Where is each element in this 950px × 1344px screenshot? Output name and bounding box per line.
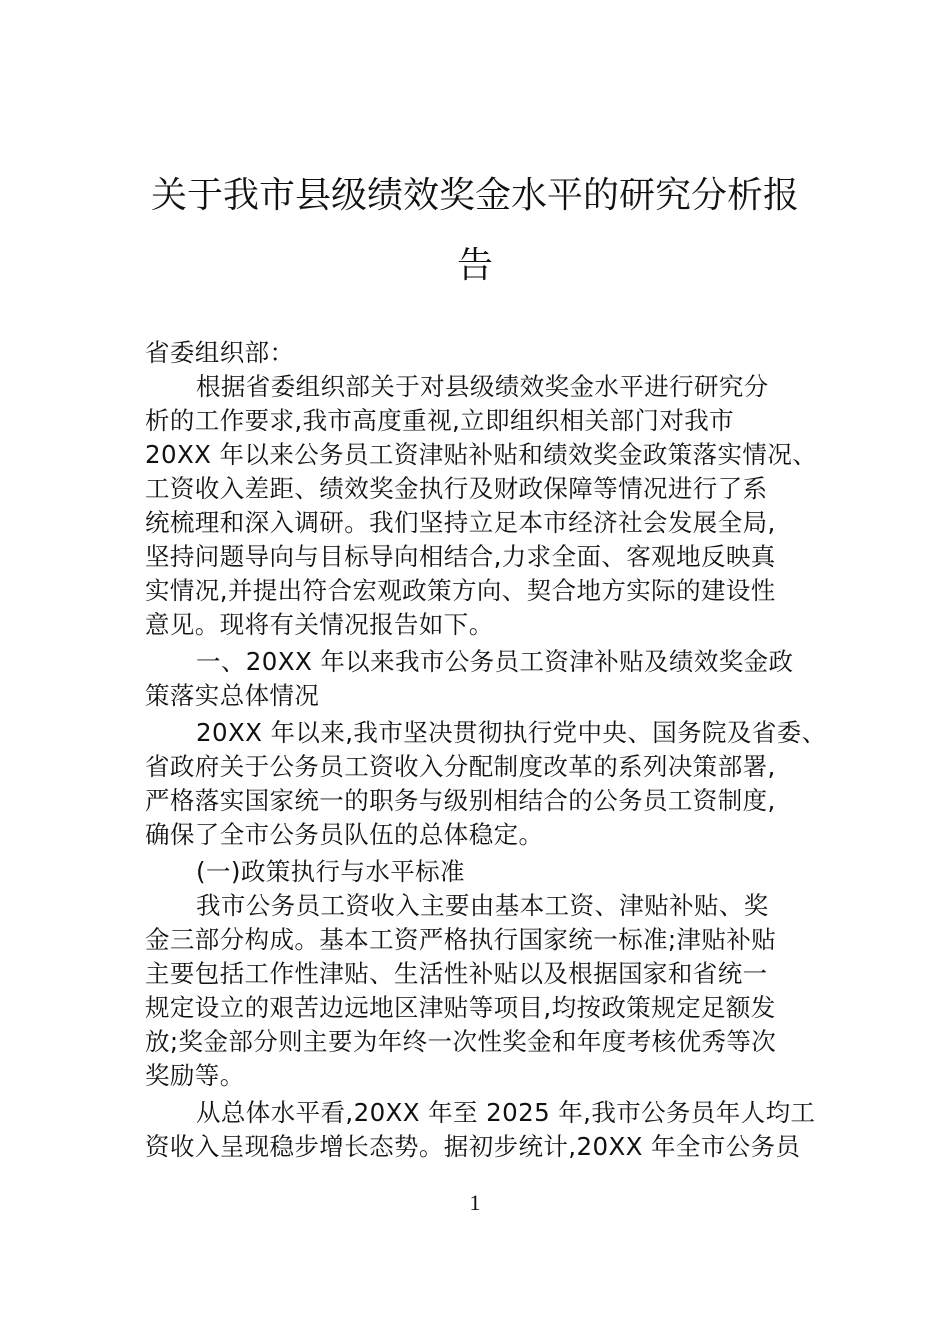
text-line: 根据省委组织部关于对县级绩效奖金水平进行研究分 <box>196 372 769 401</box>
text-line: 统梳理和深入调研。我们坚持立足本市经济社会发展全局, <box>145 508 776 537</box>
text-line: 主要包括工作性津贴、生活性补贴以及根据国家和省统一 <box>145 959 768 988</box>
text-line: 从总体水平看,20XX 年至 2025 年,我市公务员年人均工 <box>196 1098 816 1127</box>
text-line: 放;奖金部分则主要为年终一次性奖金和年度考核优秀等次 <box>145 1027 777 1056</box>
text-line: 资收入呈现稳步增长态势。据初步统计,20XX 年全市公务员 <box>145 1132 801 1161</box>
page-number: 1 <box>469 1190 481 1215</box>
text-line: 析的工作要求,我市高度重视,立即组织相关部门对我市 <box>145 406 735 435</box>
text-line: 省委组织部： <box>145 338 295 367</box>
text-line: 省政府关于公务员工资收入分配制度改革的系列决策部署, <box>145 752 776 781</box>
text-line: 策落实总体情况 <box>145 681 320 710</box>
text-line: 我市公务员工资收入主要由基本工资、津贴补贴、奖 <box>196 891 769 920</box>
text-line: 奖励等。 <box>145 1061 245 1090</box>
document-title-line-2: 告 <box>456 245 493 286</box>
text-line: 确保了全市公务员队伍的总体稳定。 <box>145 820 544 849</box>
text-line: (一)政策执行与水平标准 <box>196 857 465 886</box>
text-line: 实情况,并提出符合宏观政策方向、契合地方实际的建设性 <box>145 576 776 605</box>
text-line: 一、20XX 年以来我市公务员工资津补贴及绩效奖金政 <box>196 647 794 676</box>
document-title-line-1: 关于我市县级绩效奖金水平的研究分析报 <box>150 175 799 216</box>
text-line: 规定设立的艰苦边远地区津贴等项目,均按政策规定足额发 <box>145 993 776 1022</box>
text-line: 金三部分构成。基本工资严格执行国家统一标准;津贴补贴 <box>145 925 777 954</box>
document-body <box>145 336 835 1164</box>
text-line: 坚持问题导向与目标导向相结合,力求全面、客观地反映真 <box>145 542 776 571</box>
text-line: 严格落实国家统一的职务与级别相结合的公务员工资制度, <box>145 786 776 815</box>
text-line: 20XX 年以来,我市坚决贯彻执行党中央、国务院及省委、 <box>196 718 827 747</box>
text-line: 20XX 年以来公务员工资津贴补贴和绩效奖金政策落实情况、 <box>145 440 818 469</box>
text-line: 工资收入差距、绩效奖金执行及财政保障等情况进行了系 <box>145 474 768 503</box>
text-line: 意见。现将有关情况报告如下。 <box>145 610 494 639</box>
